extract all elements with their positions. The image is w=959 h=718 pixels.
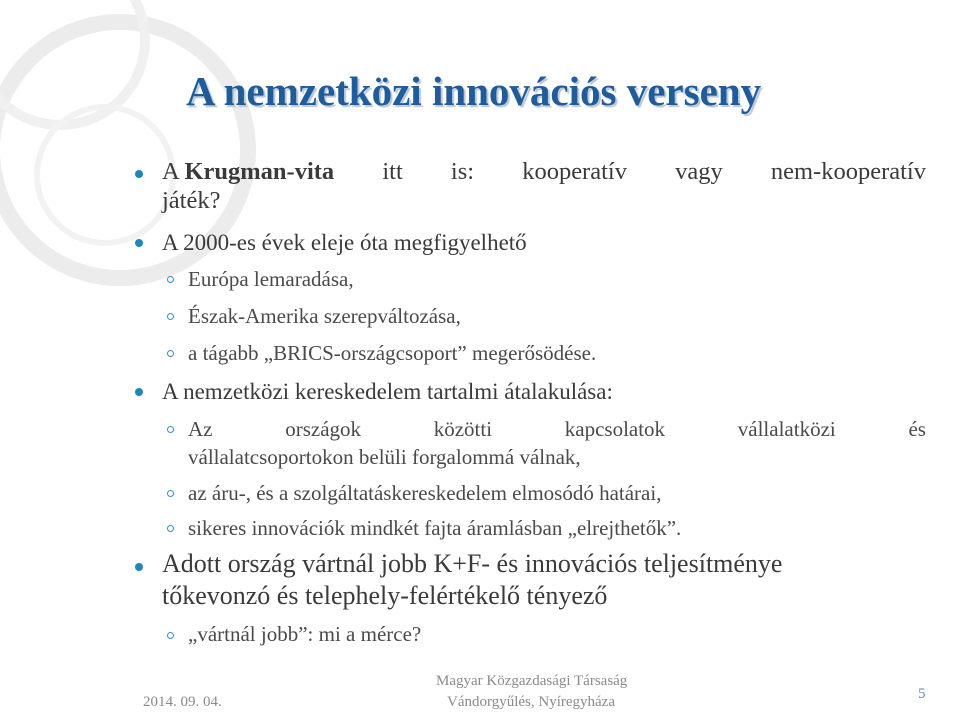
bullet-dot (135, 170, 143, 178)
bullet-krugman-line2: játék? (162, 187, 221, 214)
sub-bullet-ring (167, 632, 174, 639)
sub-item-benchmark: „vártnál jobb”: mi a mérce? (188, 622, 422, 646)
word: vállalatközi (737, 417, 836, 441)
bullet-rnd: Adott ország vártnál jobb K+F- és innovációs teljesítménye (162, 549, 783, 578)
sub-bullet-ring (167, 313, 174, 320)
bullet-2000s: A 2000-es évek eleje óta megfigyelhető (162, 230, 527, 255)
word: is: (450, 158, 475, 185)
word: kapcsolatok (564, 417, 666, 441)
bullet-text-pre: A Krugman-vita (162, 158, 335, 185)
footer-org-line1: Magyar Közgazdasági Társaság (436, 673, 628, 689)
footer-date: 2014. 09. 04. (143, 694, 222, 710)
page-number: 5 (918, 686, 926, 702)
sub-bullet-ring (167, 525, 174, 532)
sub-bullet-ring (167, 426, 174, 433)
bullet-dot (135, 388, 143, 396)
word: Az (188, 417, 213, 441)
sub-item-europe: Európa lemaradása, (188, 267, 354, 291)
sub-bullet-ring (167, 350, 174, 357)
word: nem-kooperatív (770, 158, 926, 185)
bullet-krugman (162, 157, 926, 187)
sub-item-brics: a tágabb „BRICS-országcsoport” megerősödése. (188, 341, 597, 365)
sub-bullet-ring (167, 490, 174, 497)
word: kooperatív (522, 158, 627, 185)
word: és (908, 417, 926, 441)
word: közötti (433, 417, 493, 441)
footer-org-line2: Vándorgyűlés, Nyíregyháza (446, 694, 615, 710)
bullet-dot (135, 239, 143, 247)
sub-item-innovations: sikeres innovációk mindkét fajta áramlásban „elrejthetők”. (188, 516, 682, 540)
krugman-bold: Krugman-vita (184, 158, 335, 185)
sub-bullet-ring (167, 276, 174, 283)
sub-item-relations (188, 415, 926, 443)
sub-item-goods-services: az áru-, és a szolgáltatáskereskedelem elmosódó határai, (188, 481, 662, 505)
sub-item-relations-line2: vállalatcsoportokon belüli forgalommá válnak, (188, 445, 581, 469)
sub-item-north-america: Észak-Amerika szerepváltozása, (188, 304, 461, 328)
bullet-dot (135, 563, 143, 571)
bullet-rnd-line2: tőkevonzó és telephely-felértékelő tényező (162, 581, 608, 610)
word: országok (285, 417, 362, 441)
word: itt (382, 158, 403, 185)
bullet-trade: A nemzetközi kereskedelem tartalmi átalakulása: (162, 379, 613, 404)
word: vagy (675, 158, 723, 185)
slide-title: A nemzetközi innovációs verseny (186, 68, 762, 114)
